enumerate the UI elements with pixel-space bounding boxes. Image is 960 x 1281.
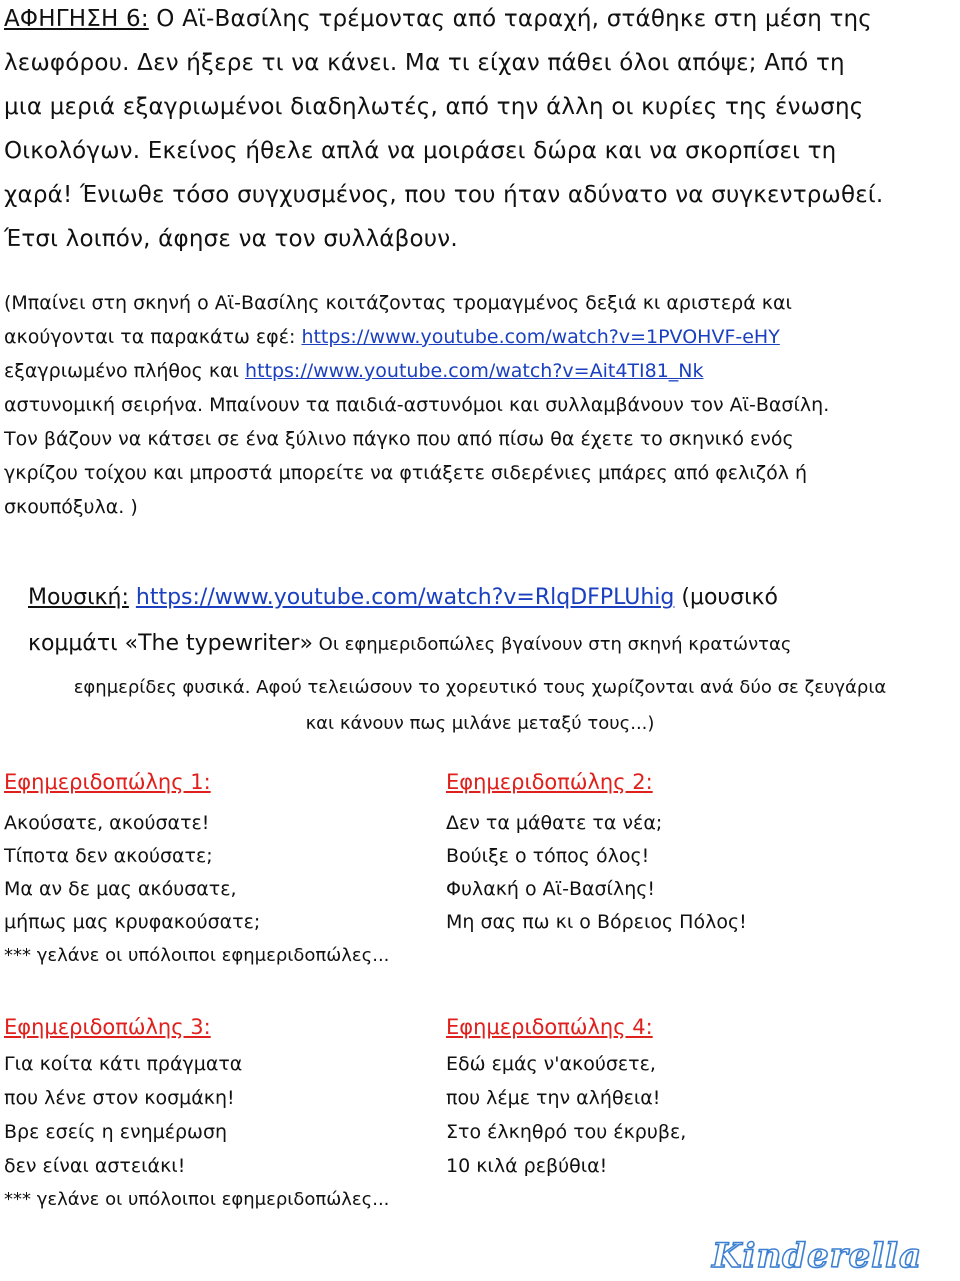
stage-line-4: αστυνομική σειρήνα. Μπαίνουν τα παιδιά-αστυνόμοι και συλλαμβάνουν τον Αϊ-Βασίλη. (4, 394, 830, 416)
music-line-3: εφημερίδες φυσικά. Αφού τελειώσουν το χορευτικό τους χωρίζονται ανά δύο σε ζευγάρια (73, 677, 887, 698)
music-text: Οι εφημεριδοπώλες βγαίνουν στη σκηνή κρατώντας (312, 634, 792, 655)
stage-line-7: σκουπόξυλα. ) (4, 496, 138, 518)
vendor-2-verse: Μη σας πω κι ο Βόρειος Πόλος! (446, 911, 747, 933)
narration-line-6: Έτσι λοιπόν, άφησε να τον συλλάβουν. (4, 226, 458, 252)
vendor-2-verse: Φυλακή ο Αϊ-Βασίλης! (446, 878, 656, 900)
stage-line-3 (4, 360, 956, 382)
vendor-3-name: Εφημεριδοπώλης 3: (4, 1015, 211, 1039)
vendor-3-verse: Βρε εσείς η ενημέρωση (4, 1121, 228, 1143)
music-text: (μουσικό (674, 585, 778, 610)
vendor-3-verse: Για κοίτα κάτι πράγματα (4, 1053, 243, 1075)
narration-line-4: Οικολόγων. Εκείνος ήθελε απλά να μοιράσει δώρα και να σκορπίσει τη (4, 138, 837, 164)
narration-line-5: χαρά! Ένιωθε τόσο συγχυσμένος, που του ήταν αδύνατο να συγκεντρωθεί. (4, 182, 884, 208)
stage-line-5: Τον βάζουν να κάτσει σε ένα ξύλινο πάγκο που από πίσω θα έχετε το σκηνικό ενός (4, 428, 794, 450)
vendor-3-verse: δεν είναι αστειάκι! (4, 1155, 186, 1177)
music-song: κομμάτι «The typewriter» (28, 631, 313, 656)
vendor-4-verse: Εδώ εμάς ν'ακούσετε, (446, 1053, 656, 1075)
vendor-1-verse: Μα αν δε μας ακόυσατε, (4, 878, 237, 900)
vendor-1-verse: μήπως μας κρυφακούσατε; (4, 911, 261, 933)
vendor-1-name: Εφημεριδοπώλης 1: (4, 770, 211, 794)
effect-link-crowd[interactable]: https://www.youtube.com/watch?v=1PVOHVF-eHY (301, 326, 780, 348)
vendor-2-verse: Δεν τα μάθατε τα νέα; (446, 812, 663, 834)
vendor-4-verse: Στο έλκηθρό του έκρυβε, (446, 1121, 687, 1143)
vendor-1-verse: Τίποτα δεν ακούσατε; (4, 845, 213, 867)
vendor-4-verse: 10 κιλά ρεβύθια! (446, 1155, 608, 1177)
stage-text: εξαγριωμένο πλήθος και (4, 360, 246, 382)
stage-line-6: γκρίζου τοίχου και μπροστά μπορείτε να φτιάξετε σιδερένιες μπάρες από φελιζόλ ή (4, 462, 808, 484)
vendor-2-name: Εφημεριδοπώλης 2: (446, 770, 653, 794)
laugh-direction-2: *** γελάνε οι υπόλοιποι εφημεριδοπώλες... (4, 1189, 390, 1210)
vendor-3-verse: που λένε στον κοσμάκη! (4, 1087, 235, 1109)
music-line-1 (28, 585, 960, 610)
narration-label: ΑΦΗΓΗΣΗ 6: (4, 6, 149, 32)
vendor-4-name: Εφημεριδοπώλης 4: (446, 1015, 653, 1039)
vendor-4-verse: που λέμε την αλήθεια! (446, 1087, 661, 1109)
stage-text: ακούγονται τα παρακάτω εφέ: (4, 326, 302, 348)
vendor-2-verse: Βούιξε ο τόπος όλος! (446, 845, 650, 867)
narration-text: Ο Αϊ-Βασίλης τρέμοντας από ταραχή, στάθηκε στη μέση της (148, 6, 872, 32)
music-line-2 (28, 631, 960, 656)
music-label: Μουσική: (28, 585, 129, 610)
narration-line-2: λεωφόρου. Δεν ήξερε τι να κάνει. Μα τι είχαν πάθει όλοι απόψε; Από τη (4, 50, 845, 76)
vendor-1-verse: Ακούσατε, ακούσατε! (4, 812, 210, 834)
narration-line-3: μια μεριά εξαγριωμένοι διαδηλωτές, από την άλλη οι κυρίες της ένωσης (4, 94, 864, 120)
effect-link-siren[interactable]: https://www.youtube.com/watch?v=Ait4TI81_Nk (245, 360, 704, 382)
kinderella-logo: Kinderella (712, 1236, 922, 1276)
music-line-4: και κάνουν πως μιλάνε μεταξύ τους...) (305, 713, 655, 734)
narration-line-1 (4, 6, 956, 32)
stage-line-2 (4, 326, 956, 348)
laugh-direction-1: *** γελάνε οι υπόλοιποι εφημεριδοπώλες... (4, 945, 390, 966)
stage-line-1: (Μπαίνει στη σκηνή ο Αϊ-Βασίλης κοιτάζοντας τρομαγμένος δεξιά κι αριστερά και (4, 292, 792, 314)
music-link[interactable]: https://www.youtube.com/watch?v=RlqDFPLUhig (135, 585, 675, 610)
